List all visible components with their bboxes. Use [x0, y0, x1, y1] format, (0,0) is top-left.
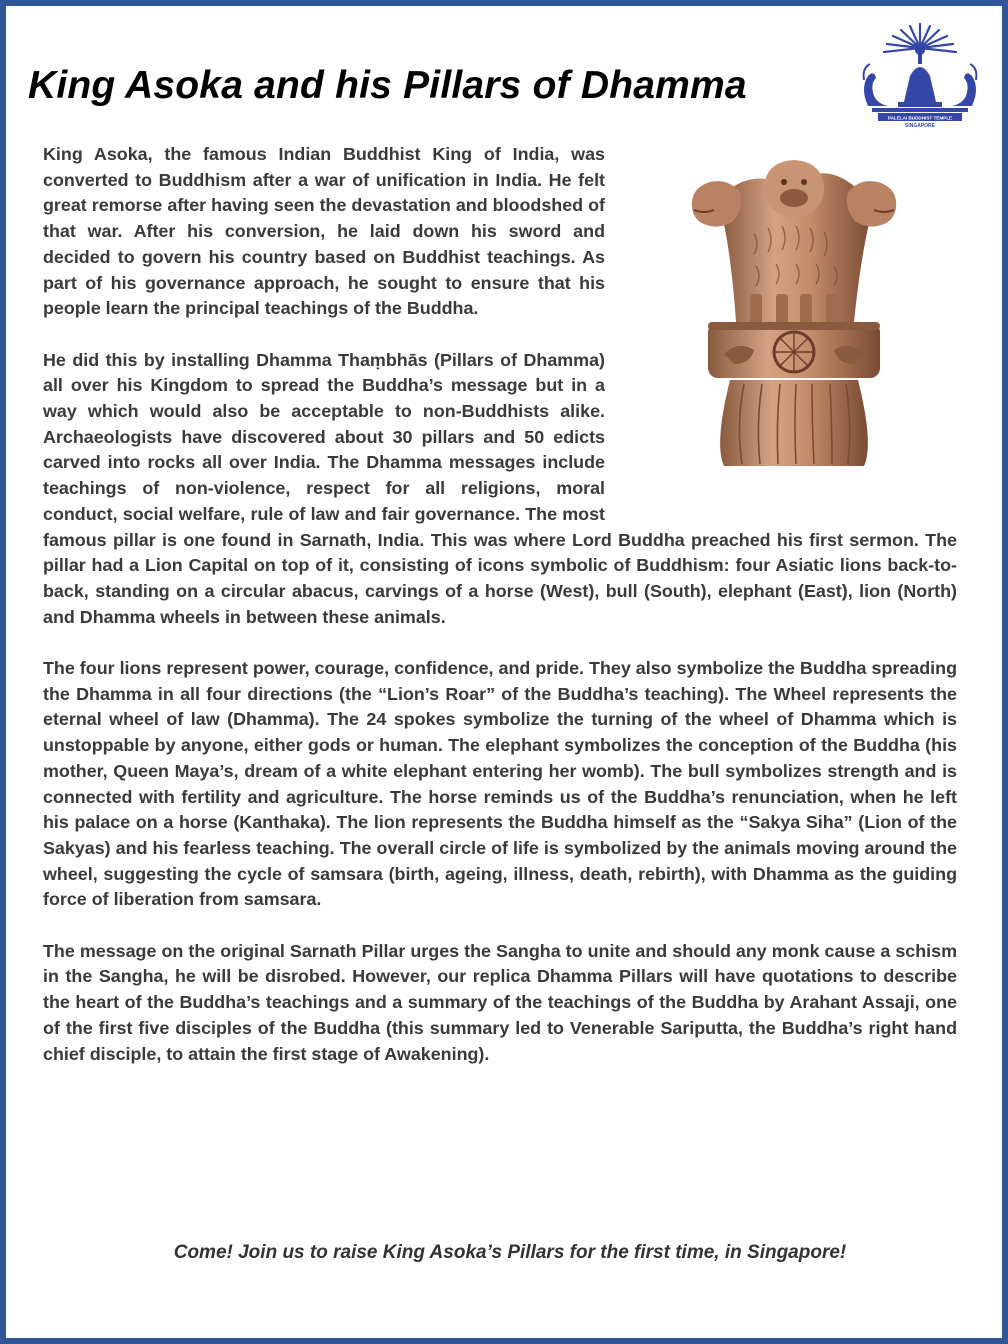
closing-call-to-action: Come! Join us to raise King Asoka’s Pillars for the first time, in Singapore!	[173, 1242, 847, 1263]
paragraph-3: The four lions represent power, courage, confidence, and pride. They also symbolize the Buddha spreading the Dhamma in all four directions (the “Lion’s Roar” of the Buddha’s teaching). The Wheel represents the eternal wheel of law (Dhamma). The 24 spokes symbolize the turning of the wheel of Dhamma which is unstoppable by anyone, either gods or human. The elephant symbolizes the conception of the Buddha (his mother, Queen Maya’s, dream of a white elephant entering her womb). The bull symbolizes strength and is connected with fertility and agriculture. The horse reminds us of the Buddha’s renunciation, when he left his palace on a horse (Kanthaka). The lion represents the Buddha himself as the “Sakya Siha” (Lion of the Sakyas) and his fearless teaching. The overall circle of life is symbolized by the animals moving around the wheel, suggesting the cycle of samsara (birth, ageing, illness, death, rebirth), with Dhamma as the guiding force of liberation from samsara.	[43, 658, 957, 910]
temple-stupa-logo-icon	[858, 18, 982, 130]
paragraph-1: King Asoka, the famous Indian Buddhist King of India, was converted to Buddhism after a war of unification in India. He felt great remorse after having seen the devastation and bloodshed of that war. After his conversion, he laid down his sword and decided to govern his country based on Buddhist teachings. As part of his governance approach, he sought to ensure that his people learn the principal teachings of the Buddha.	[43, 144, 605, 319]
logo-caption: PALELAI BUDDHIST TEMPLE	[887, 115, 953, 121]
paragraph-2: He did this by installing Dhamma Thaṃbhās (Pillars of Dhamma) all over his Kingdom to spread the Buddha’s message but in a way which would also be acceptable to non-Buddhists alike. Archaeologists have discovered about 30 pillars and 50 edicts carved into rocks all over India. The Dhamma messages include teachings of non-violence, respect for all religions, moral conduct, social welfare, rule of law and fair governance. The most famous pillar is one found in Sarnath, India. This was where Lord Buddha preached his first sermon. The pillar had a Lion Capital on top of it, consisting of icons symbolic of Buddhism: four Asiatic lions back-to-back, standing on a circular abacus, carvings of a horse (West), bull (South), elephant (East), lion (North) and Dhamma wheels in between these animals.	[43, 349, 957, 627]
article-body	[43, 142, 957, 1093]
paragraph-4: The message on the original Sarnath Pillar urges the Sangha to unite and should any monk cause a schism in the Sangha, he will be disrobed. However, our replica Dhamma Pillars will have quotations to describe the heart of the Buddha’s teachings and a summary of the teachings of the Buddha by Arahant Assaji, one of the first five disciples of the Buddha (this summary led to Venerable Sariputta, the Buddha’s right hand chief disciple, to attain the first stage of Awakening).	[43, 940, 957, 1064]
logo-subcaption: SINGAPORE	[904, 123, 936, 129]
page-title: King Asoka and his Pillars of Dhamma	[28, 64, 747, 107]
image-float-spacer	[605, 142, 957, 512]
